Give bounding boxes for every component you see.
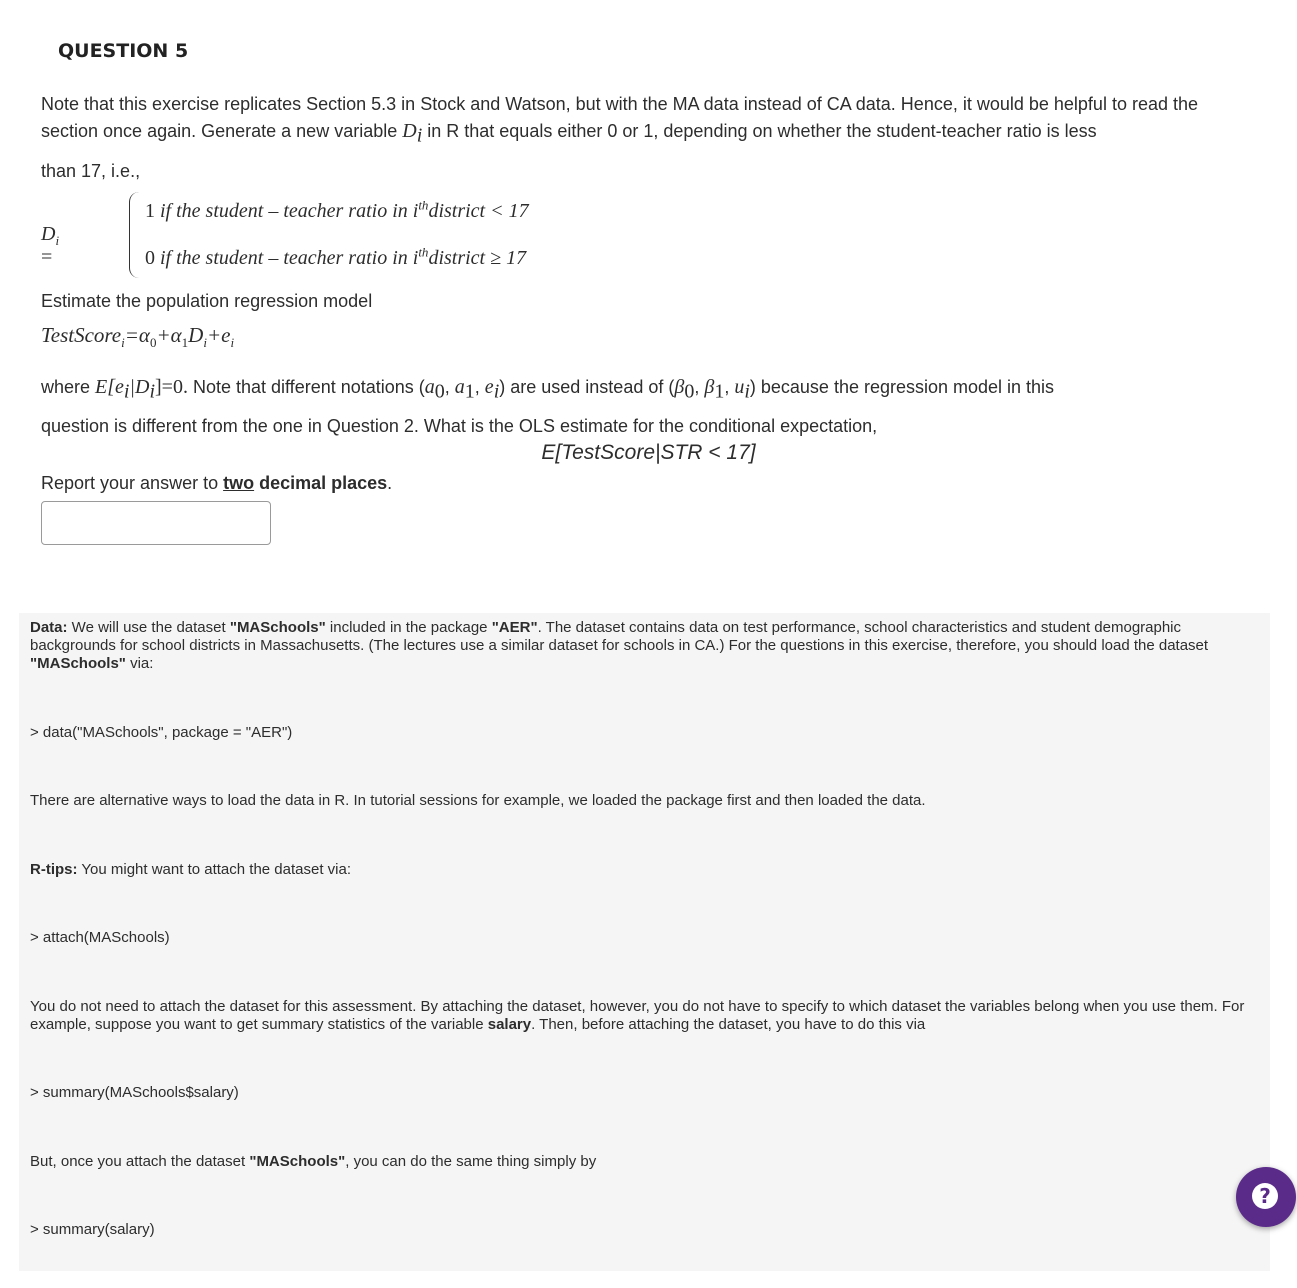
conditional-expectation: E[TestScore|STR < 17] [541, 441, 756, 464]
question-line: question is different from the one in Question 2. What is the OLS estimate for the conditional expectation, [41, 416, 878, 436]
answer-input[interactable] [41, 501, 271, 545]
code-attach: > attach(MASchools) [30, 929, 170, 946]
attach-note: You do not need to attach the dataset for this assessment. By attaching the dataset, however, you do not have to specify to which dataset the variables belong when you use them. For example, suppose you want to get summary statistics of the variable salary. Then, before attaching the dataset, you have to do this via [30, 998, 1245, 1033]
regression-model: $TestScore_i=\alpha_0+\alpha_1D_i+e_i$ [41, 323, 235, 351]
left-brace [129, 192, 140, 278]
case-two: 0 if the student – teacher ratio in $i^{th}district \ge 17$ [145, 244, 527, 269]
rtips-text: R-tips: You might want to attach the dataset via: [30, 861, 352, 878]
data-info-panel [19, 613, 1270, 1271]
report-instruction: Report your answer to two decimal places. [41, 473, 393, 493]
question-intro-end: than 17, i.e., [41, 161, 141, 181]
code-summary-full: > summary(MASchools$salary) [30, 1084, 239, 1101]
case-one: 1 if the student – teacher ratio in $i^{th}district < 17$ [145, 197, 529, 222]
question-intro: Note that this exercise replicates Section 5.3 in Stock and Watson, but with the MA data instead of CA data. Hence, it would be helpful to read the section once again. Generate a new variable $D_i$ in R that equals either 0 or 1, depending on whether the student-teacher ratio is less [41, 94, 1199, 147]
where-line: where $E[e_i|D_i]=0$. Note that different notations ($a_0$, $a_1$, $e_i$) are used instead of ($\beta_0$, $\beta_1$, $u_i$) because the regression model in this [41, 376, 1055, 403]
data-description: Data: We will use the dataset "MASchools" included in the package "AER". The dataset contains data on test performance, school characteristics and student demographic backgrounds for school districts in Massachusetts. (The lectures use a similar dataset for schools in CA.) For the questions in this exercise, therefore, you should load the dataset "MASchools" via: [30, 619, 1209, 672]
question-mark-icon: ? [1252, 1183, 1278, 1209]
code-load-data: > data("MASchools", package = "AER") [30, 724, 293, 741]
but-text: But, once you attach the dataset "MASchools", you can do the same thing simply by [30, 1153, 597, 1170]
alternative-text: There are alternative ways to load the data in R. In tutorial sessions for example, we loaded the package first and then loaded the data. [30, 792, 926, 809]
estimate-text: Estimate the population regression model [41, 291, 373, 311]
question-title: QUESTION 5 [58, 40, 189, 62]
help-button[interactable] [1236, 1167, 1296, 1227]
code-summary-short: > summary(salary) [30, 1221, 155, 1238]
